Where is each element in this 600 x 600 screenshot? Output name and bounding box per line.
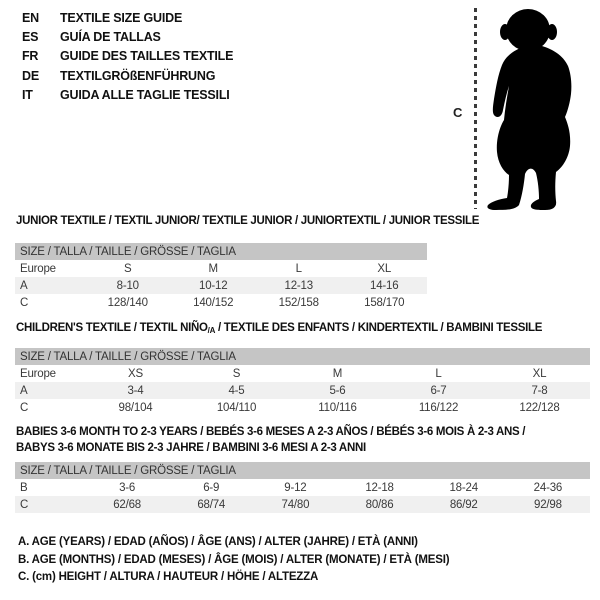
- children-title-subscript: /A: [207, 326, 216, 335]
- size-value: 3-6: [119, 481, 136, 494]
- height-measure-label: C: [453, 105, 463, 120]
- footnotes: [18, 534, 449, 587]
- size-value: L: [295, 262, 302, 275]
- size-value: 3-4: [85, 382, 186, 399]
- size-value: 24-36: [533, 481, 563, 494]
- size-value: 158/170: [364, 296, 405, 309]
- language-row: [22, 67, 233, 86]
- size-value: XL: [532, 367, 547, 380]
- size-value: 116/122: [418, 401, 459, 414]
- size-header-bar: SIZE / TALLA / TAILLE / GRÖSSE / TAGLIA: [15, 348, 590, 365]
- size-header-row: [15, 243, 427, 260]
- language-label: TEXTILE SIZE GUIDE: [60, 11, 183, 25]
- row-label: C: [20, 296, 29, 309]
- language-code: FR: [22, 49, 39, 64]
- height-dotted-line: [474, 8, 477, 209]
- size-header-row: [15, 348, 590, 365]
- language-code: EN: [22, 11, 39, 25]
- footnote-age-months: B. AGE (MONTHS) / EDAD (MESES) / ÂGE (MOIS) / ALTER (MONATE) / ETÀ (MESI): [18, 553, 450, 566]
- size-value: 80/86: [337, 496, 421, 513]
- size-value: L: [435, 367, 442, 380]
- footnote-height-cm: C. (cm) HEIGHT / ALTURA / HAUTEUR / HÖHE / ALTEZZA: [18, 571, 319, 583]
- table-row: [15, 294, 427, 311]
- size-value: 10-12: [171, 277, 257, 294]
- size-header-row: [15, 462, 590, 479]
- table-row: [15, 496, 590, 513]
- size-value: 104/110: [216, 401, 257, 414]
- size-value: 92/98: [506, 496, 590, 513]
- height-figure: [440, 0, 600, 215]
- language-label: GUIDE DES TAILLES TEXTILE: [60, 49, 234, 64]
- row-label: Europe: [20, 367, 56, 380]
- size-header-bar: SIZE / TALLA / TAILLE / GRÖSSE / TAGLIA: [15, 462, 590, 479]
- size-value: 14-16: [342, 277, 428, 294]
- size-value: M: [332, 367, 343, 380]
- children-table-title: [16, 320, 542, 339]
- row-label: A: [15, 382, 85, 399]
- language-row: [22, 9, 233, 28]
- size-value: 6-9: [203, 481, 220, 494]
- children-title-part1: CHILDREN'S TEXTILE / TEXTIL NIÑO: [16, 322, 208, 334]
- size-value: 5-6: [287, 382, 388, 399]
- language-code: ES: [22, 30, 39, 45]
- table-row: [15, 260, 427, 277]
- row-label: C: [15, 496, 85, 513]
- language-code: IT: [22, 87, 33, 102]
- baby-silhouette-icon: [484, 5, 594, 210]
- babies-size-table: [15, 462, 590, 513]
- size-value: 8-10: [85, 277, 171, 294]
- language-row: [22, 86, 233, 105]
- row-label: C: [20, 401, 29, 414]
- size-value: 98/104: [118, 401, 153, 414]
- children-size-table: [15, 348, 590, 416]
- size-value: 9-12: [284, 481, 307, 494]
- language-row: [22, 28, 233, 47]
- junior-table-title: JUNIOR TEXTILE / TEXTIL JUNIOR/ TEXTILE JUNIOR / JUNIORTEXTIL / JUNIOR TESSILE: [16, 215, 480, 227]
- row-label: Europe: [20, 262, 56, 275]
- babies-title-line2: BABYS 3-6 MONATE BIS 2-3 JAHRE / BAMBINI 3-6 MESI A 2-3 ANNI: [16, 442, 366, 454]
- size-value: 12-13: [256, 277, 342, 294]
- size-header-bar: SIZE / TALLA / TAILLE / GRÖSSE / TAGLIA: [15, 243, 427, 260]
- size-value: 152/158: [278, 296, 319, 309]
- table-row: [15, 382, 590, 399]
- size-value: 12-18: [365, 481, 394, 494]
- babies-title-line1: BABIES 3-6 MONTH TO 2-3 YEARS / BEBÉS 3-6 MESES A 2-3 AÑOS / BÉBÉS 3-6 MOIS À 2-3 ANS /: [16, 426, 526, 438]
- size-value: 74/80: [253, 496, 337, 513]
- row-label: A: [15, 277, 85, 294]
- size-value: 7-8: [489, 382, 590, 399]
- table-row: [15, 479, 590, 496]
- size-value: S: [124, 262, 132, 275]
- language-label: TEXTILGRÖßENFÜHRUNG: [60, 68, 216, 83]
- language-label: GUÍA DE TALLAS: [60, 30, 161, 45]
- size-value: 18-24: [449, 481, 478, 494]
- size-value: 140/152: [193, 296, 234, 309]
- language-label: GUIDA ALLE TAGLIE TESSILI: [60, 87, 230, 102]
- row-label: B: [20, 481, 28, 494]
- table-row: [15, 277, 427, 294]
- language-row: [22, 47, 233, 66]
- size-value: 86/92: [422, 496, 506, 513]
- size-value: 4-5: [186, 382, 287, 399]
- size-value: 128/140: [107, 296, 148, 309]
- size-value: M: [208, 262, 218, 275]
- language-code: DE: [22, 68, 39, 83]
- size-value: XS: [128, 367, 143, 380]
- size-value: 6-7: [388, 382, 489, 399]
- language-header: [22, 9, 233, 105]
- size-value: 122/128: [519, 401, 560, 414]
- table-row: [15, 399, 590, 416]
- footnote-age-years: A. AGE (YEARS) / EDAD (AÑOS) / ÂGE (ANS) / ALTER (JAHRE) / ETÀ (ANNI): [18, 536, 418, 548]
- size-value: S: [232, 367, 241, 380]
- size-value: 68/74: [169, 496, 253, 513]
- junior-size-table: [15, 243, 427, 311]
- table-row: [15, 365, 590, 382]
- size-value: 62/68: [85, 496, 169, 513]
- babies-table-title: [16, 424, 525, 456]
- size-value: XL: [377, 262, 392, 275]
- children-title-part2: / TEXTILE DES ENFANTS / KINDERTEXTIL / BAMBINI TESSILE: [215, 322, 543, 334]
- size-value: 110/116: [318, 401, 357, 414]
